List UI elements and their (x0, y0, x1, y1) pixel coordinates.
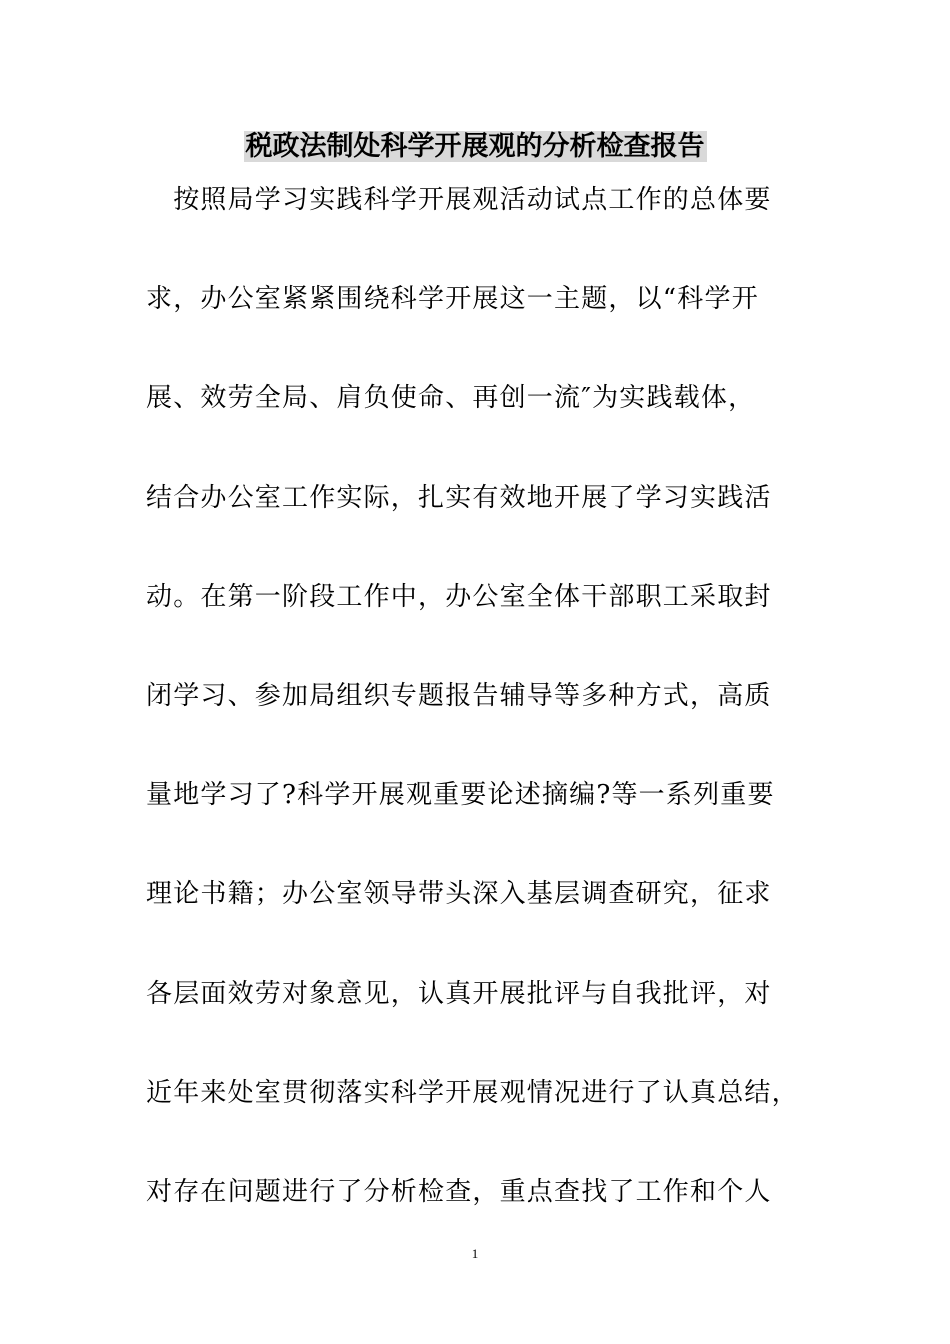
body-line: 各层面效劳对象意见，认真开展批评与自我批评，对 (146, 978, 772, 1009)
body-line: 理论书籍；办公室领导带头深入基层调查研究，征求 (146, 879, 772, 910)
body-line: 按照局学习实践科学开展观活动试点工作的总体要 (146, 185, 772, 215)
body-line: 展、效劳全局、肩负使命、再创一流″为实践载体， (146, 383, 756, 414)
page-number: 1 (471, 1246, 479, 1261)
body-line: 结合办公室工作实际，扎实有效地开展了学习实践活 (146, 482, 772, 513)
document-title-text: 税政法制处科学开展观的分析检查报告 (245, 131, 705, 162)
body-line: 量地学习了?科学开展观重要论述摘编?等一系列重要 (146, 780, 775, 811)
body-line: 动。在第一阶段工作中，办公室全体干部职工采取封 (146, 581, 772, 612)
document-body (146, 175, 826, 1266)
body-line: 求，办公室紧紧围绕科学开展这一主题，以“科学开 (146, 284, 759, 315)
body-line: 对存在问题进行了分析检查，重点查找了工作和个人 (146, 1176, 772, 1207)
document-title (0, 130, 950, 164)
body-line: 闭学习、参加局组织专题报告辅导等多种方式，高质 (146, 680, 772, 711)
body-line: 近年来处室贯彻落实科学开展观情况进行了认真总结， (146, 1077, 799, 1108)
